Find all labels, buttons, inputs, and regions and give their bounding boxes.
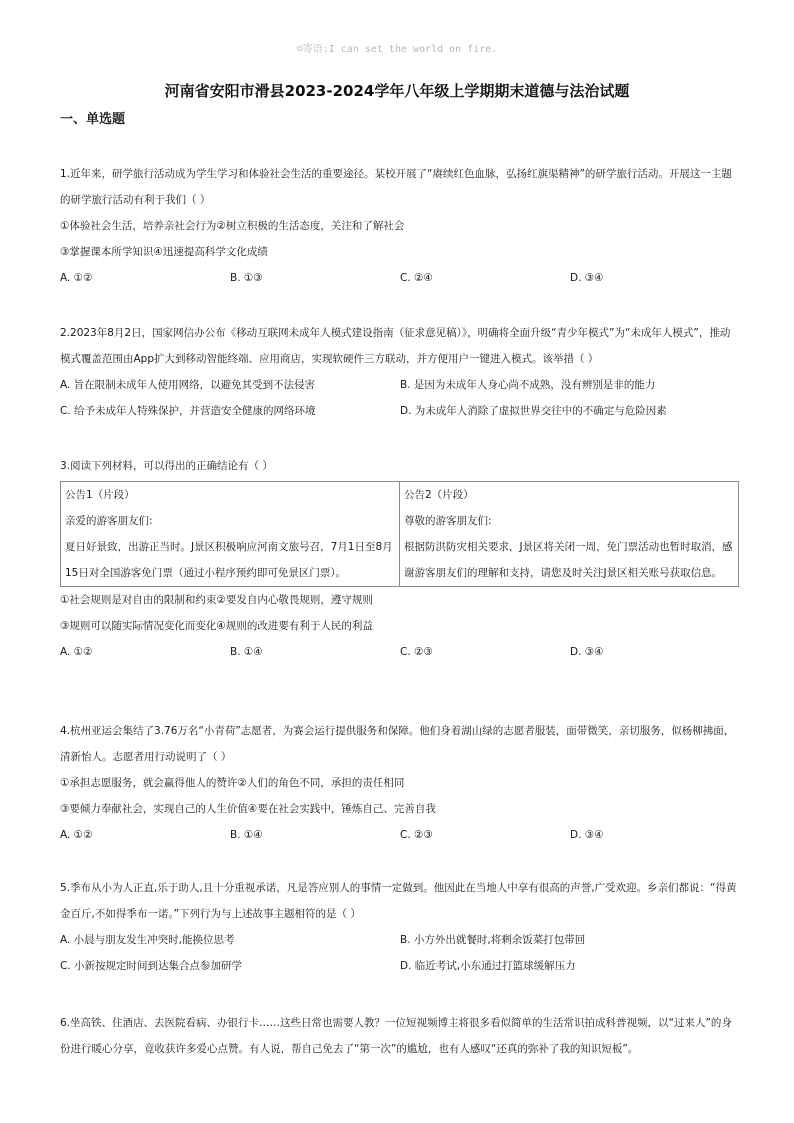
question-2 — [60, 320, 740, 424]
option-c: C. 小新按规定时间到达集合点参加研学 — [60, 960, 243, 972]
option-d: D. 临近考试,小东通过打篮球缓解压力 — [400, 960, 576, 972]
option-c: C. ②③ — [400, 829, 433, 841]
question-stem: 1.近年来，研学旅行活动成为学生学习和体验社会生活的重要途径。某校开展了“赓续红色血脉，弘扬红旗渠精神”的研学旅行活动。开展这一主题的研学旅行活动有利于我们（ ） — [60, 168, 732, 206]
question-item: ①体验社会生活，培养亲社会行为②树立积极的生活态度，关注和了解社会 — [60, 220, 405, 232]
notice-title: 公告1（片段） — [65, 489, 135, 501]
notice-body: 根据防洪防灾相关要求，J景区将关闭一周，免门票活动也暂时取消，感谢游客朋友们的理解和支持，请您及时关注J景区相关账号获取信息。 — [404, 541, 733, 579]
option-b: B. 小方外出就餐时,将剩余饭菜打包带回 — [400, 934, 586, 946]
watermark: ☺寄语:I can set the world on fire. — [296, 44, 498, 55]
option-a: A. 小晨与朋友发生冲突时,能换位思考 — [60, 934, 235, 946]
question-stem: 3.阅读下列材料，可以得出的正确结论有（ ） — [60, 460, 273, 472]
options-row — [60, 265, 740, 291]
option-b: B. ①④ — [230, 829, 263, 841]
option-d: D. ③④ — [570, 646, 604, 658]
notice-greeting: 亲爱的游客朋友们: — [65, 515, 153, 527]
option-d: D. ③④ — [570, 829, 604, 841]
section-title: 一、单选题 — [60, 112, 126, 127]
option-a: A. ①② — [60, 646, 93, 658]
question-stem: 5.季布从小为人正直,乐于助人,且十分重视承诺，凡是答应别人的事情一定做到。他因此在当地人中享有很高的声誉,广受欢迎。乡亲们都说：“得黄金百斤,不如得季布一诺。”下列行为与上述故事主题相符的是（ ） — [60, 882, 737, 920]
question-6 — [60, 1010, 740, 1062]
notice-greeting: 尊敬的游客朋友们: — [404, 515, 492, 527]
notice-title: 公告2（片段） — [404, 489, 474, 501]
question-item: ①承担志愿服务，就会赢得他人的赞许②人们的角色不同，承担的责任相同 — [60, 777, 405, 789]
document-title: 河南省安阳市滑县2023-2024学年八年级上学期期末道德与法治试题 — [164, 82, 630, 100]
options-row — [60, 639, 740, 665]
question-item: ①社会规则是对自由的限制和约束②要发自内心敬畏规则，遵守规则 — [60, 594, 373, 606]
question-item: ③要倾力奉献社会，实现自己的人生价值④要在社会实践中，锤炼自己、完善自我 — [60, 803, 436, 815]
option-d: D. ③④ — [570, 272, 604, 284]
question-1 — [60, 161, 740, 291]
notice-1-cell — [61, 482, 400, 587]
question-stem: 4.杭州亚运会集结了3.76万名“小青荷”志愿者，为赛会运行提供服务和保障。他们身着湖山绿的志愿者服装，面带微笑，亲切服务，似杨柳拂面，清新怡人。志愿者用行动说明了（ ） — [60, 725, 735, 763]
options-grid — [60, 372, 740, 424]
option-b: B. 是因为未成年人身心尚不成熟，没有辨别是非的能力 — [400, 379, 656, 391]
option-a: A. ①② — [60, 829, 93, 841]
question-4 — [60, 718, 740, 848]
notice-2-cell — [400, 482, 739, 587]
question-item: ③规则可以随实际情况变化而变化④规则的改进要有利于人民的利益 — [60, 620, 373, 632]
material-table — [60, 481, 739, 587]
question-5 — [60, 875, 740, 979]
question-item: ③掌握课本所学知识④迅速提高科学文化成绩 — [60, 246, 268, 258]
options-grid — [60, 927, 740, 979]
option-a: A. 旨在限制未成年人使用网络，以避免其受到不法侵害 — [60, 379, 316, 391]
option-b: B. ①④ — [230, 646, 263, 658]
option-d: D. 为未成年人消除了虚拟世界交往中的不确定与危险因素 — [400, 405, 667, 417]
notice-body: 夏日好景致，出游正当时。J景区积极响应河南文旅号召，7月1日至8月15日对全国游客免门票（通过小程序预约即可免景区门票）。 — [65, 541, 393, 579]
question-stem: 2.2023年8月2日，国家网信办公布《移动互联网未成年人模式建设指南（征求意见稿）》，明确将全面升级“青少年模式”为“未成年人模式”，推动模式覆盖范围由App扩大到移动智能终端、应用商店，实现软硬件三方联动，并方便用户一键进入模式。该举措（ ） — [60, 327, 731, 365]
option-a: A. ①② — [60, 272, 93, 284]
option-c: C. ②④ — [400, 272, 433, 284]
option-b: B. ①③ — [230, 272, 263, 284]
question-stem: 6.坐高铁、住酒店、去医院看病、办银行卡……这些日常也需要人教？一位短视频博主将很多看似简单的生活常识拍成科普视频，以“过来人”的身份进行暖心分享，竟收获许多爱心点赞。有人说，帮自己免去了“第一次”的尴尬，也有人感叹“还真的弥补了我的知识短板”。 — [60, 1017, 732, 1055]
options-row — [60, 822, 740, 848]
option-c: C. ②③ — [400, 646, 433, 658]
option-c: C. 给予未成年人特殊保护，并营造安全健康的网络环境 — [60, 405, 316, 417]
question-3 — [60, 453, 740, 665]
